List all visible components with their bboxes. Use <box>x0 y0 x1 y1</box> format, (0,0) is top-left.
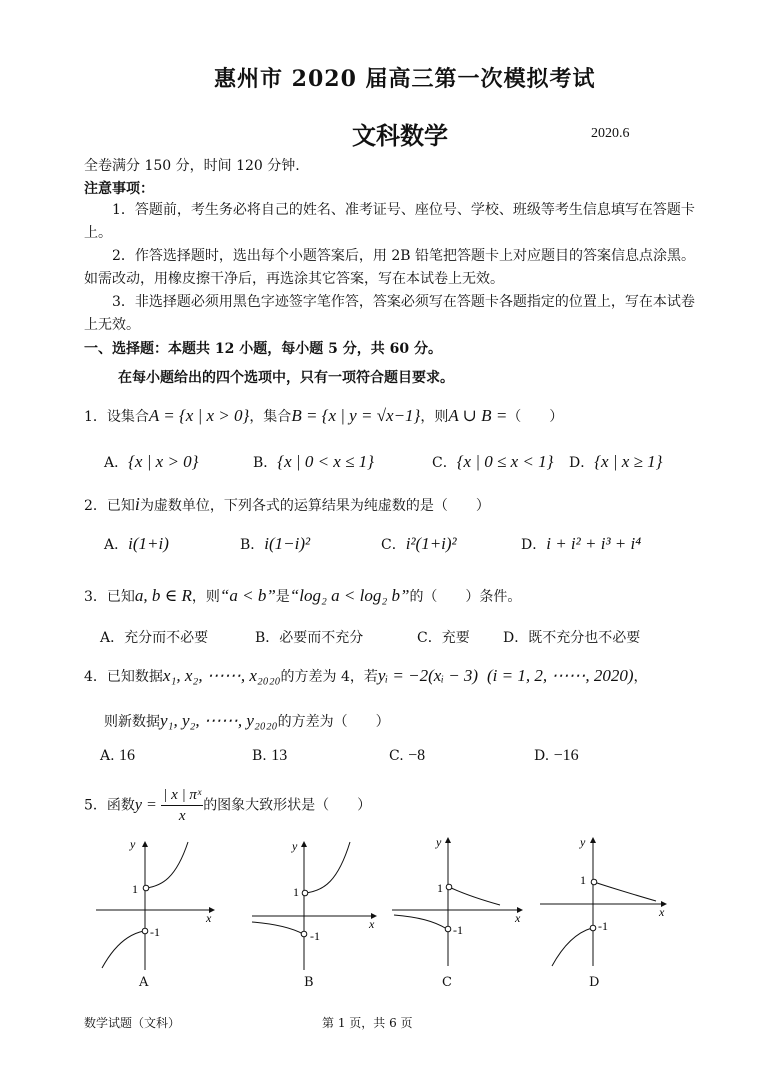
x-label: x <box>369 917 375 931</box>
question-4: 4．已知数据x₁, x₂, ⋯⋯, x₂₀₂₀的方差为 4，若yᵢ = −2(xᵢ − 3) (i = 1, 2, ⋯⋯, 2020)， <box>84 666 648 685</box>
q1-option-a: A．{x | x > 0} <box>104 452 199 471</box>
notice-item-1: 1．答题前，考生务必将自己的姓名、准考证号、座位号、学校、班级等考生信息填写在答题卡上。 <box>84 202 695 241</box>
q2-option-a: A．i(1+i) <box>104 534 169 553</box>
q2-option-d: D．i + i² + i³ + i⁴ <box>521 534 642 553</box>
q3-option-d: D．既不充分也不必要 <box>503 630 641 646</box>
label-one: 1 <box>293 885 299 899</box>
y-label: y <box>436 835 442 849</box>
label-neg-one: -1 <box>310 929 320 943</box>
section-heading: 一、选择题：本题共 12 小题，每小题 5 分，共 60 分。 <box>84 341 442 357</box>
x-label: x <box>206 911 212 925</box>
q5-func-den: x <box>178 808 186 824</box>
open-point-bottom <box>445 926 451 932</box>
q3-cond-2: “log₂ a < log₂ b” <box>289 586 410 605</box>
x-label: x <box>659 905 665 919</box>
q1-option-c: C．{x | 0 ≤ x < 1} <box>432 452 554 471</box>
q3-option-c: C．充要 <box>417 630 470 646</box>
curve-right <box>146 842 188 888</box>
question-1 <box>84 406 563 426</box>
q3-option-a: A．充分而不必要 <box>100 630 209 646</box>
question-4-line-2: 则新数据y₁, y₂, ⋯⋯, y₂₀₂₀的方差为（ ） <box>104 711 390 730</box>
q4-data: x₁, x₂, ⋯⋯, x₂₀₂₀ <box>162 666 281 685</box>
q1-text-2: ，集合 <box>249 409 292 425</box>
x-label: x <box>515 911 521 925</box>
q4-data-2: y₁, y₂, ⋯⋯, y₂₀₂₀ <box>160 711 278 730</box>
footer-left: 数学试题（文科） <box>84 1016 181 1030</box>
open-point-top <box>302 890 308 896</box>
notice-title: 注意事项： <box>84 181 154 197</box>
y-label: y <box>292 839 298 853</box>
open-point-top <box>143 885 149 891</box>
q4-option-a: A. 16 <box>100 747 136 764</box>
label-one: 1 <box>132 882 138 896</box>
curve-right <box>305 842 350 893</box>
question-5: 5．函数y = $\frac{\text{| x | πˣ}}{x}$ 的图象大致形状是（ ） <box>84 787 372 824</box>
q3-option-b: B．必要而不充分 <box>255 630 364 646</box>
q4-formula: yᵢ = −2(xᵢ − 3) <box>377 666 479 685</box>
label-neg-one: -1 <box>150 925 160 939</box>
q4-option-c: C. −8 <box>389 747 426 764</box>
q4-range: (i = 1, 2, ⋯⋯, 2020) <box>487 666 634 685</box>
curve-left <box>394 915 447 929</box>
curve-right <box>449 887 500 905</box>
curve-right <box>594 882 656 901</box>
caption-c: C <box>442 975 452 990</box>
label-one: 1 <box>580 873 586 887</box>
q2-text-2: 为虚数单位，下列各式的运算结果为纯虚数的是（ ） <box>139 498 490 514</box>
q3-cond-1: “a < b” <box>219 586 276 605</box>
q3-vars: a, b ∈ R <box>134 586 192 605</box>
caption-d: D <box>589 975 600 990</box>
graph-a <box>92 836 222 974</box>
score-time: 全卷满分 150 分，时间 120 分钟. <box>84 158 300 174</box>
curve-left <box>252 922 303 934</box>
open-point-bottom <box>590 925 596 931</box>
q4-option-d: D. −16 <box>534 747 579 764</box>
subject-title: 文科数学 <box>352 121 448 150</box>
label-neg-one: -1 <box>598 919 608 933</box>
exam-title: 惠州市 2020 届高三第一次模拟考试 <box>214 66 596 92</box>
graph-c <box>390 832 530 970</box>
open-point-top <box>591 879 597 885</box>
footer-page: 第 1 页，共 6 页 <box>322 1016 413 1030</box>
q2-option-c: C．i²(1+i)² <box>381 534 457 553</box>
notice-item-3: 3．非选择题必须用黑色字迹签字笔作答，答案必须写在答题卡各题指定的位置上，写在本试卷上无效。 <box>84 294 695 333</box>
q5-fraction <box>161 785 203 826</box>
open-point-bottom <box>301 931 307 937</box>
q1-text-1: 设集合 <box>106 409 149 425</box>
q4-option-b: B. 13 <box>252 747 288 764</box>
notice-item-2: 2．作答选择题时，选出每个小题答案后，用 2B 铅笔把答题卡上对应题目的答案信息点涂黑。如需改动，用橡皮擦干净后，再选涂其它答案，写在本试卷上无效。 <box>84 248 696 287</box>
q1-set-b: B = {x | y = √x−1} <box>291 406 421 425</box>
q2-option-b: B．i(1−i)² <box>240 534 311 553</box>
curve-left <box>102 931 144 968</box>
curve-left <box>552 928 592 966</box>
question-3: 3．已知a, b ∈ R，则“a < b”是“log₂ a < log₂ b”的（ ）条件。 <box>84 586 522 605</box>
label-neg-one: -1 <box>453 923 463 937</box>
caption-a: A <box>139 975 149 990</box>
q1-text-4: （ ） <box>507 409 564 425</box>
section-subheading: 在每小题给出的四个选项中，只有一项符合题目要求。 <box>118 370 454 386</box>
graph-d <box>538 832 673 970</box>
caption-b: B <box>304 975 314 990</box>
q2-text-1: 已知 <box>106 498 135 514</box>
q1-set-a: A = {x | x > 0} <box>148 406 250 425</box>
y-label: y <box>130 837 136 851</box>
label-one: 1 <box>437 881 443 895</box>
q2-number: 2． <box>84 498 107 514</box>
open-point-top <box>446 884 452 890</box>
q5-func-num: | x | πˣ <box>161 785 203 806</box>
q1-option-d: D．{x | x ≥ 1} <box>569 452 663 471</box>
q1-option-b: B．{x | 0 < x ≤ 1} <box>253 452 374 471</box>
open-point-bottom <box>142 928 148 934</box>
question-2 <box>84 494 490 515</box>
q1-number: 1． <box>84 409 107 425</box>
q5-func-lhs: y = <box>134 796 157 814</box>
y-label: y <box>580 835 586 849</box>
q1-expr: A ∪ B = <box>448 406 508 425</box>
exam-date: 2020.6 <box>591 126 630 141</box>
graph-b <box>248 836 383 974</box>
q1-text-3: ，则 <box>420 409 449 425</box>
q2-var: i <box>134 494 140 514</box>
